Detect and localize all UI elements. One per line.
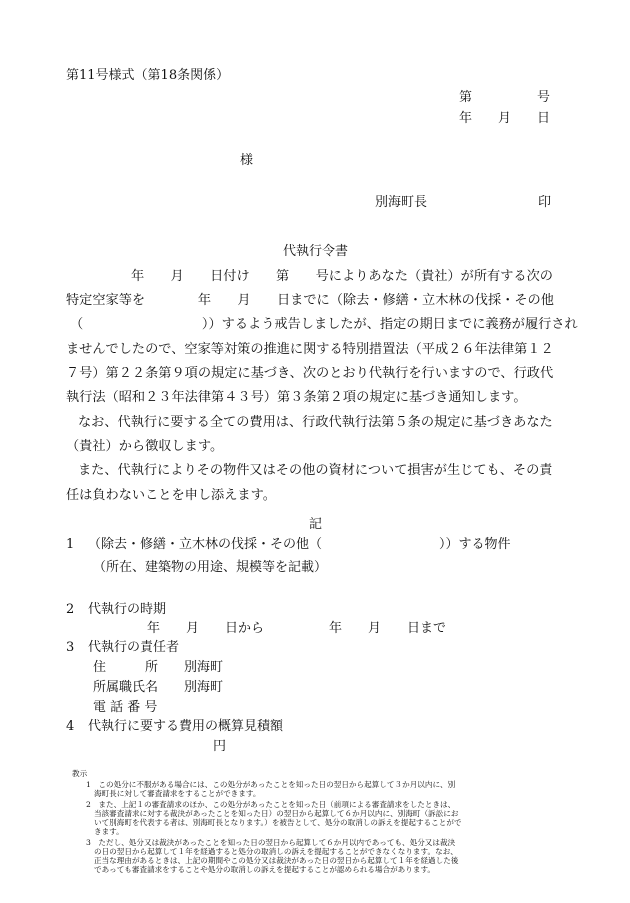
notes-heading: 教示 (72, 769, 88, 778)
notes-line: 当該審査請求に対する裁決があったことを知った日）の翌日から起算して６か月以内に、別海町（訴訟にお (94, 809, 459, 818)
body-line: 年 月 日付け 第 号によりあなた（貴社）が所有する次の (131, 269, 553, 284)
notes-line: 海町長に対して審査請求をすることができます。 (94, 789, 261, 798)
notes-line: いて別海町を代表する者は、別海町長となります。）を被告として、処分の取消しの訴えを提起することがで (94, 818, 462, 827)
body-line: 執行法（昭和２３年法律第４３号）第３条第２項の規定に基づき通知します。 (66, 390, 527, 405)
staff-label: 所属職氏名 (93, 680, 159, 695)
yen-unit: 円 (213, 739, 227, 754)
body-line: ませんでしたので、空家等対策の推進に関する特別措置法（平成２６年法律第１２ (66, 342, 554, 357)
address-value: 別海町 (184, 660, 224, 675)
body-line: 特定空家等を 年 月 日までに（除去・修繕・立木林の伐採・その他 (66, 293, 554, 308)
body-line: 任は負わないことを申し添えます。 (66, 488, 276, 503)
body-line: なお、代執行に要する全ての費用は、行政代執行法第５条の規定に基づきあなた (78, 415, 553, 430)
notes-line: 3 ただし、処分又は裁決があったことを知った日の翌日から起算して６か月以内であっても、処分又は裁決 (86, 838, 456, 847)
body-line: また、代執行によりその物件又はその他の資材について損害が生じても、その責 (78, 463, 553, 478)
item-3-number: 3 (66, 640, 75, 655)
recipient-suffix: 様 (240, 153, 254, 168)
item-2-text: 代執行の時期 (88, 602, 167, 617)
phone-label: 電 話 番 号 (93, 700, 158, 715)
notes-line: であっても審査請求をすることや処分の取消しの訴えを提起することが認められる場合があります。 (94, 865, 436, 874)
staff-value: 別海町 (184, 680, 224, 695)
seal-mark: 印 (538, 195, 552, 210)
notes-line: 2 また、上記１の審査請求のほか、この処分があったことを知った日（前項による審査請求をしたときは、 (86, 800, 456, 809)
notes-line: の日の翌日から起算して１年を経過すると処分の取消しの訴えを提起することができなくなります。なお、 (94, 847, 458, 856)
item-1-text: （除去・修繕・立木林の伐採・その他（ ））する物件 (88, 537, 511, 552)
issue-date: 年 月 日 (459, 111, 551, 126)
document-title: 代執行令書 (283, 244, 349, 259)
item-2-period: 年 月 日から 年 月 日まで (147, 621, 447, 636)
item-4-number: 4 (66, 719, 75, 734)
document-number: 第 号 (459, 90, 551, 105)
item-1-number: 1 (66, 537, 75, 552)
address-label: 住 所 (93, 660, 159, 675)
item-1-subtext: （所在、建築物の用途、規模等を記載） (93, 560, 328, 575)
notes-line: きます。 (94, 827, 124, 836)
form-label: 第11号様式（第18条関係） (66, 68, 230, 83)
body-line: （ ））するよう戒告しましたが、指定の期日までに義務が履行され (70, 317, 578, 332)
notes-line: 1 この処分に不服がある場合には、この処分があったことを知った日の翌日から起算して３か月以内に、別 (86, 780, 456, 789)
issuer-name: 別海町長 (375, 195, 428, 210)
body-line: ７号）第２２条第９項の規定に基づき、次のとおり代執行を行いますので、行政代 (66, 366, 554, 381)
notes-line: 正当な理由があるときは、上記の期間やこの処分又は裁決があった日の翌日から起算して１年を経過した後 (94, 856, 459, 865)
body-line: （貴社）から徴収します。 (66, 439, 224, 454)
ki-marker: 記 (309, 517, 323, 532)
item-4-text: 代執行に要する費用の概算見積額 (88, 719, 284, 734)
item-2-number: 2 (66, 602, 75, 617)
item-3-text: 代執行の責任者 (88, 640, 180, 655)
